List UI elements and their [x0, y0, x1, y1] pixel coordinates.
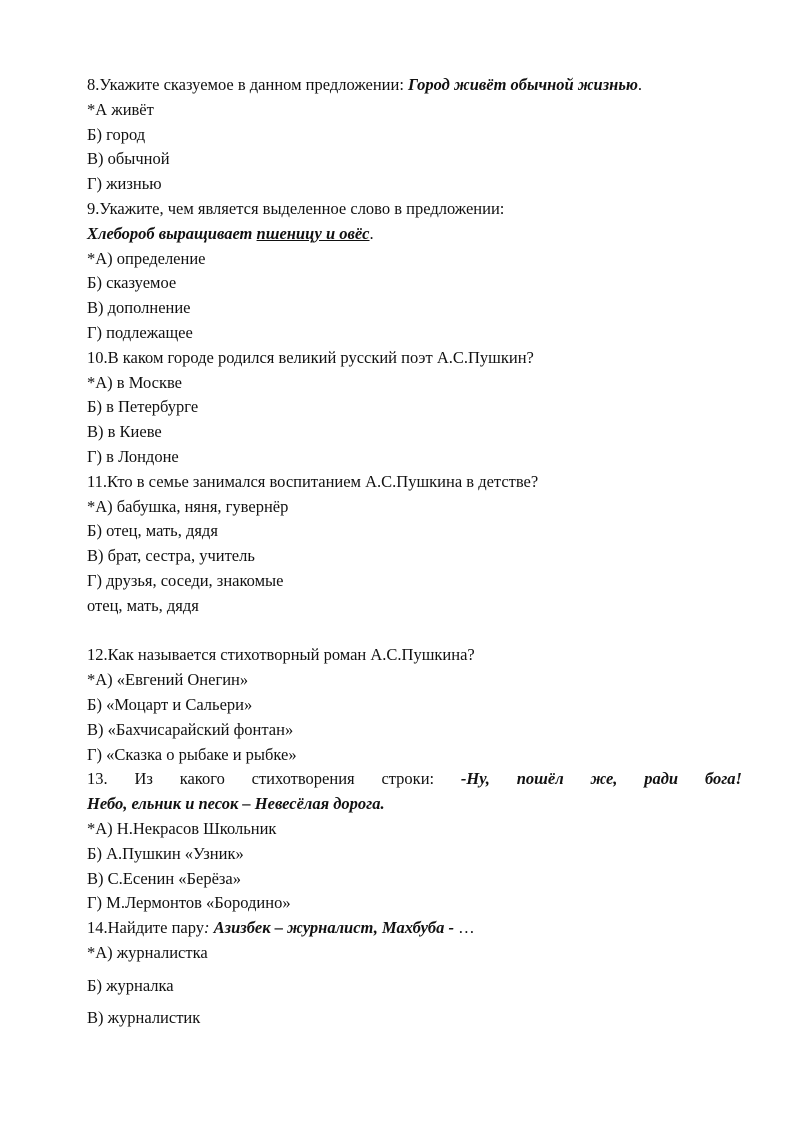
question-8-text: 8.Укажите сказуемое в данном предложении:	[87, 75, 409, 94]
q13-word: 13.	[87, 769, 108, 789]
spacer	[87, 966, 742, 974]
question-13	[87, 767, 742, 792]
question-11: 11.Кто в семье занимался воспитанием А.С.Пушкина в детстве?	[87, 471, 539, 491]
answer-8-d: Г) жизнью	[87, 174, 162, 194]
answer-12-c: В) «Бахчисарайский фонтан»	[87, 719, 294, 739]
answer-13-a: *А) Н.Некрасов Школьник	[87, 818, 277, 838]
question-9-sentence: Хлебороб выращивает	[87, 223, 257, 243]
question-11-extra: отец, мать, дядя	[87, 595, 199, 615]
question-9-end: .	[369, 223, 374, 243]
answer-8-a: *А живёт	[87, 99, 154, 119]
question-12: 12.Как называется стихотворный роман А.С.Пушкина?	[87, 645, 475, 665]
spacer	[87, 998, 742, 1006]
question-14-pair: Азизбек – журналист, Махбуба -	[213, 918, 459, 938]
question-10: 10.В каком городе родился великий русский поэт А.С.Пушкин?	[87, 347, 534, 367]
answer-11-a: *А) бабушка, няня, гувернёр	[87, 496, 289, 516]
answer-8-b: Б) город	[87, 124, 146, 144]
answer-14-b: Б) журналка	[87, 975, 174, 995]
answer-10-b: Б) в Петербурге	[87, 397, 199, 417]
spacer	[87, 619, 742, 644]
answer-8-c: В) обычной	[87, 149, 170, 169]
question-13-quote: Небо, ельник и песок – Невесёлая дорога.	[87, 794, 385, 814]
question-14-ellipsis: …	[458, 918, 475, 938]
question-14-text: 14.Найдите пару	[87, 918, 205, 938]
q13-word: -Ну,	[460, 769, 490, 789]
answer-12-d: Г) «Сказка о рыбаке и рыбке»	[87, 744, 297, 764]
answer-9-c: В) дополнение	[87, 298, 191, 318]
question-14-colon: :	[204, 918, 214, 938]
answer-12-b: Б) «Моцарт и Сальери»	[87, 694, 253, 714]
answer-12-a: *А) «Евгений Онегин»	[87, 670, 249, 690]
answer-13-d: Г) М.Лермонтов «Бородино»	[87, 893, 291, 913]
answer-13-b: Б) А.Пушкин «Узник»	[87, 843, 244, 863]
question-8	[87, 73, 742, 98]
answer-10-c: В) в Киеве	[87, 422, 162, 442]
answer-14-c: В) журналистик	[87, 1008, 201, 1028]
question-8-sentence: Город живёт обычной жизнью	[408, 75, 638, 94]
answer-11-d: Г) друзья, соседи, знакомые	[87, 570, 284, 590]
test-page	[87, 73, 742, 1031]
answer-10-a: *А) в Москве	[87, 372, 182, 392]
answer-9-d: Г) подлежащее	[87, 322, 193, 342]
answer-14-a: *А) журналистка	[87, 942, 208, 962]
answer-10-d: Г) в Лондоне	[87, 446, 179, 466]
q13-word: какого	[179, 769, 225, 789]
question-9-highlighted: пшеницу и овёс	[256, 223, 370, 243]
question-8-end: .	[637, 75, 643, 94]
answer-9-b: Б) сказуемое	[87, 273, 177, 293]
q13-word: ради	[644, 769, 679, 789]
q13-word: бога!	[704, 769, 742, 789]
answer-13-c: В) С.Есенин «Берёза»	[87, 868, 242, 888]
q13-word: стихотворения	[251, 769, 355, 789]
q13-word: пошёл	[516, 769, 564, 789]
question-14	[87, 916, 742, 941]
answer-9-a: *А) определение	[87, 248, 206, 268]
answer-11-c: В) брат, сестра, учитель	[87, 546, 255, 566]
question-9: 9.Укажите, чем является выделенное слово в предложении:	[87, 198, 505, 218]
q13-word: Из	[134, 769, 153, 789]
q13-word: строки:	[381, 769, 435, 789]
answer-11-b: Б) отец, мать, дядя	[87, 521, 218, 541]
q13-word: же,	[590, 769, 618, 789]
question-9-sentence-line	[87, 222, 742, 247]
